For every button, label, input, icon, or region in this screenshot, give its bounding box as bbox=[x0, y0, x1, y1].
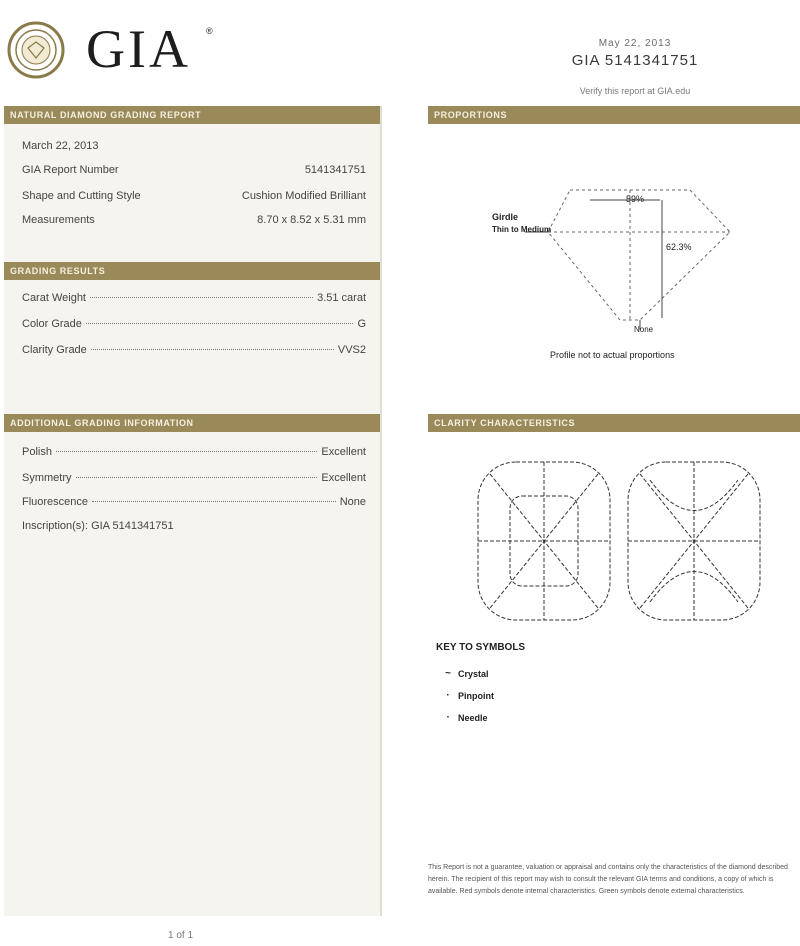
results-row-carat bbox=[22, 292, 366, 308]
row-value: 5141341751 bbox=[304, 164, 366, 176]
row-key: GIA Report Number bbox=[22, 164, 119, 176]
gia-seal-icon bbox=[6, 20, 66, 80]
additional-row-inscription bbox=[22, 520, 366, 536]
results-row-color bbox=[22, 318, 366, 334]
page-number: 1 of 1 bbox=[168, 930, 194, 941]
profile-caption: Profile not to actual proportions bbox=[550, 350, 675, 360]
report-row-number bbox=[22, 164, 366, 180]
row-key: Polish bbox=[22, 446, 52, 458]
registered-mark: ® bbox=[206, 26, 213, 36]
row-key: Shape and Cutting Style bbox=[22, 190, 141, 202]
grading-results-header: GRADING RESULTS bbox=[4, 262, 380, 280]
proportions-profile-svg bbox=[430, 180, 790, 370]
depth-label: 62.3% bbox=[666, 242, 692, 252]
row-value: G bbox=[357, 318, 366, 330]
table-label: 59% bbox=[626, 194, 645, 204]
verify-link[interactable]: Verify this report at GIA.edu bbox=[579, 86, 691, 96]
grading-report-header: NATURAL DIAMOND GRADING REPORT bbox=[4, 106, 380, 124]
proportions-diagram bbox=[430, 180, 790, 370]
left-panel bbox=[4, 106, 380, 916]
proportions-header: PROPORTIONS bbox=[428, 106, 800, 124]
row-key: Clarity Grade bbox=[22, 344, 87, 356]
row-key: Inscription(s): GIA 5141341751 bbox=[22, 520, 174, 532]
pinpoint-icon: · bbox=[446, 690, 450, 701]
needle-icon: ∙ bbox=[446, 712, 450, 723]
clarity-plot-svg bbox=[470, 450, 770, 630]
disclaimer-text: This Report is not a guarantee, valuation or appraisal and contains only the characteristics of the diamond described herein. The recipient of this report may wish to consult the relevant GIA terms and conditions, a copy of which is available. Red symbols denote internal characteristics. Green symbols denote external characteristics. bbox=[428, 864, 788, 895]
report-date: May 22, 2013 bbox=[598, 38, 672, 49]
row-key: Measurements bbox=[22, 214, 95, 226]
key-label: Pinpoint bbox=[458, 690, 494, 701]
row-key: Fluorescence bbox=[22, 496, 89, 508]
report-row-measurements bbox=[22, 214, 366, 230]
row-key: Carat Weight bbox=[22, 292, 86, 304]
clarity-plots bbox=[470, 450, 770, 630]
clarity-header: CLARITY CHARACTERISTICS bbox=[428, 414, 800, 432]
report-row-date bbox=[22, 140, 366, 156]
additional-row-fluorescence bbox=[22, 496, 366, 512]
row-value: 8.70 x 8.52 x 5.31 mm bbox=[257, 214, 366, 226]
key-to-symbols-title: KEY TO SYMBOLS bbox=[436, 642, 526, 653]
report-number: GIA 5141341751 bbox=[571, 52, 699, 69]
key-item-crystal bbox=[444, 668, 489, 679]
row-value: None bbox=[339, 496, 366, 508]
additional-row-symmetry bbox=[22, 472, 366, 488]
row-key: Symmetry bbox=[22, 472, 72, 484]
row-value: Cushion Modified Brilliant bbox=[241, 190, 366, 202]
additional-row-polish bbox=[22, 446, 366, 462]
key-item-pinpoint bbox=[444, 690, 494, 701]
row-value: Excellent bbox=[321, 446, 366, 458]
row-value: VVS2 bbox=[337, 344, 366, 356]
gia-logo-text: GIA bbox=[86, 19, 191, 79]
culet-label: None bbox=[634, 325, 654, 334]
row-key: March 22, 2013 bbox=[22, 140, 99, 152]
key-label: Crystal bbox=[458, 668, 489, 679]
row-key: Color Grade bbox=[22, 318, 82, 330]
additional-info-header: ADDITIONAL GRADING INFORMATION bbox=[4, 414, 380, 432]
crystal-icon: ~ bbox=[445, 668, 451, 679]
row-value: 3.51 carat bbox=[317, 292, 366, 304]
row-value: Excellent bbox=[321, 472, 366, 484]
gia-logo bbox=[6, 16, 216, 78]
report-row-shape bbox=[22, 190, 366, 206]
girdle-sub-label: Thin to Medium bbox=[492, 225, 552, 234]
key-item-needle bbox=[444, 712, 488, 723]
results-row-clarity bbox=[22, 344, 366, 360]
girdle-label: Girdle bbox=[492, 212, 519, 222]
key-label: Needle bbox=[458, 712, 488, 723]
